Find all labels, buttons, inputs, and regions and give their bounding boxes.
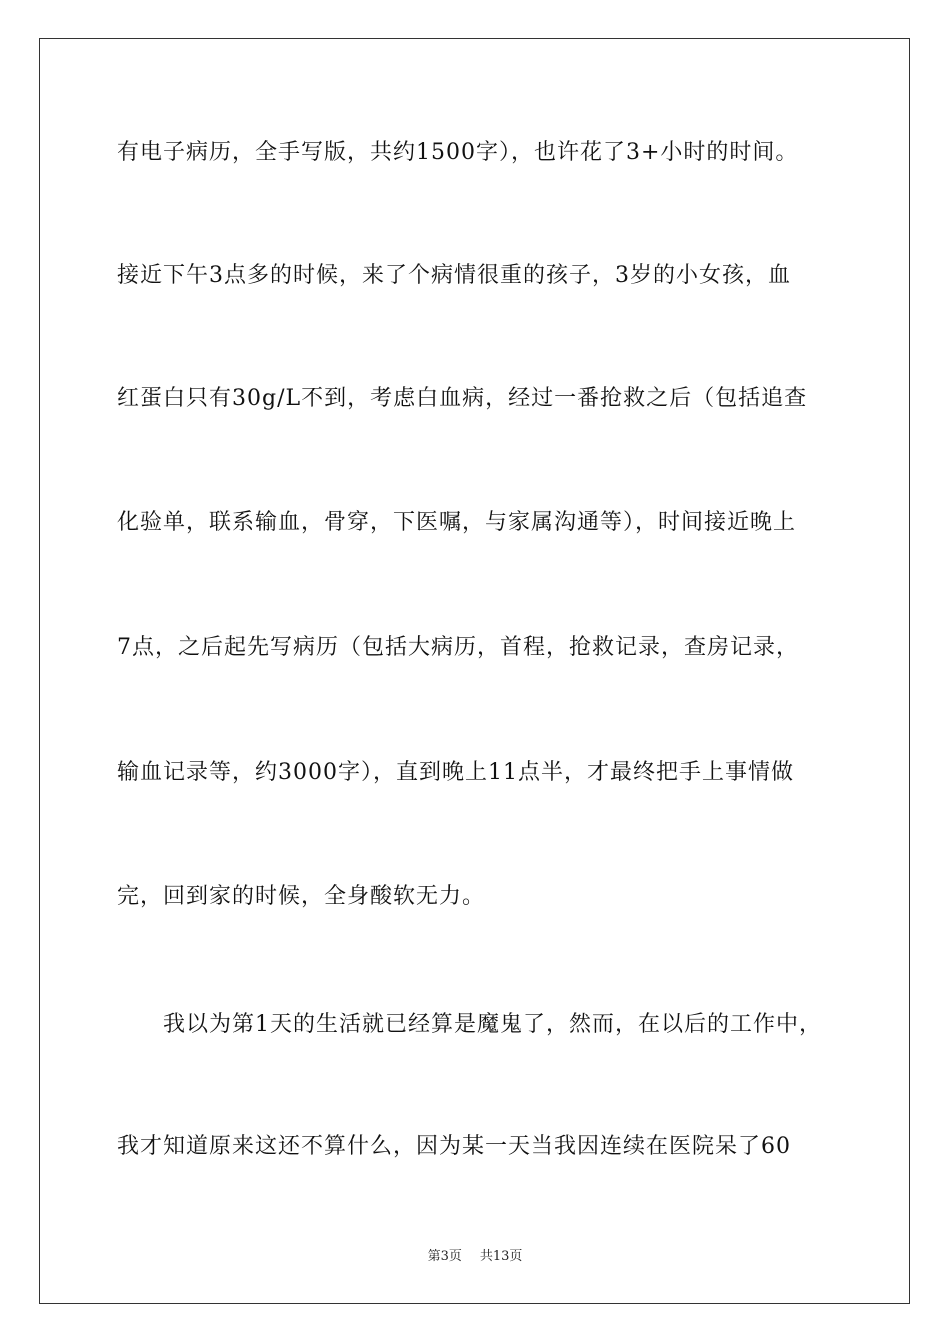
page-number: 第3页 xyxy=(427,1249,462,1264)
text-line-9: 我才知道原来这还不算什么，因为某一天当我因连续在医院呆了60 xyxy=(117,1134,791,1159)
page-border xyxy=(39,38,910,1304)
text-line-3: 红蛋白只有30g/L不到，考虑白血病，经过一番抢救之后（包括追查 xyxy=(117,386,808,411)
page-total: 共13页 xyxy=(479,1249,523,1264)
text-line-1: 有电子病历，全手写版，共约1500字），也许花了3+小时的时间。 xyxy=(117,140,799,165)
page-footer xyxy=(0,1248,950,1266)
text-line-2: 接近下午3点多的时候，来了个病情很重的孩子，3岁的小女孩，血 xyxy=(117,263,791,288)
text-line-6: 输血记录等，约3000字），直到晚上11点半，才最终把手上事情做 xyxy=(117,760,794,785)
text-line-7: 完，回到家的时候，全身酸软无力。 xyxy=(117,884,486,909)
text-line-8-paragraph-start: 我以为第1天的生活就已经算是魔鬼了，然而，在以后的工作中， xyxy=(163,1012,822,1037)
text-line-5: 7点，之后起先写病历（包括大病历，首程，抢救记录，查房记录， xyxy=(117,635,799,660)
text-line-4: 化验单，联系输血，骨穿，下医嘱，与家属沟通等），时间接近晚上 xyxy=(117,510,797,535)
